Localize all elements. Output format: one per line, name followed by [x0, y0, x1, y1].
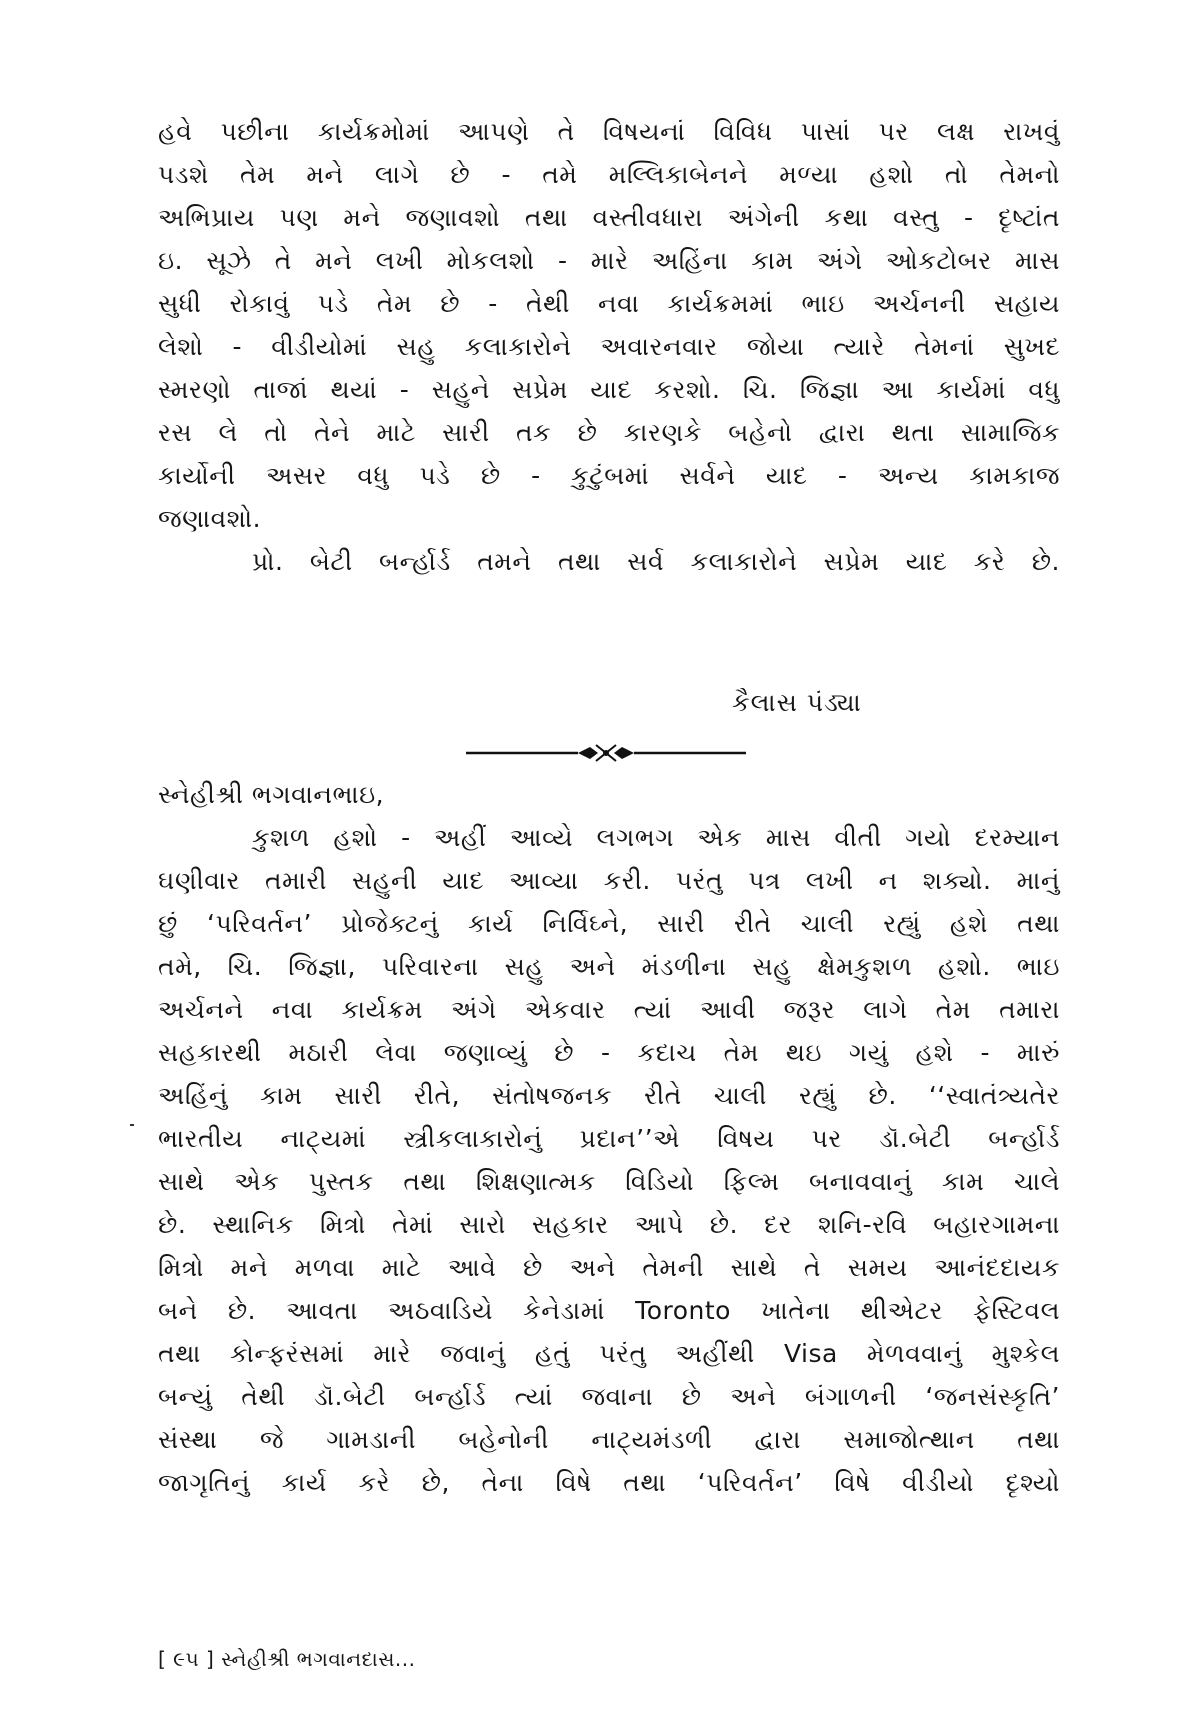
letter2-line: સહકારથી મઠારી લેવા જણાવ્યું છે - કદાચ તેમ થઇ ગયું હશે - મારું	[158, 1038, 1060, 1067]
letter2-line: છે. સ્થાનિક મિત્રો તેમાં સારો સહકાર આપે છે. દર શનિ-રવિ બહારગામના	[158, 1210, 1060, 1239]
letter1-line: સુધી રોકાવું પડે તેમ છે - તેથી નવા કાર્યક્રમમાં ભાઇ અર્ચનની સહાય	[158, 289, 1060, 318]
letter2-line: તથા કોન્ફરંસમાં મારે જવાનું હતું પરંતુ અહીંથી Visa મેળવવાનું મુશ્કેલ	[158, 1339, 1060, 1368]
letter2-salutation: સ્નેહીશ્રી ભગવાનભાઇ,	[158, 780, 385, 809]
letter2-line: બને છે. આવતા અઠવાડિયે કેનેડામાં Toronto ખાતેના થીએટર ફેસ્ટિવલ	[158, 1296, 1060, 1325]
letter2-line: તમે, ચિ. જિજ્ઞા, પરિવારના સહુ અને મંડળીના સહુ ક્ષેમકુશળ હશો. ભાઇ	[158, 952, 1060, 981]
letter1-line: રસ લે તો તેને માટે સારી તક છે કારણકે બહેનો દ્વારા થતા સામાજિક	[158, 418, 1060, 447]
letter1-closing-line: પ્રો. બેટી બર્ન્હાર્ડ તમને તથા સર્વ કલાકારોને સપ્રેમ યાદ કરે છે.	[252, 547, 1060, 576]
letter2-line: મિત્રો મને મળવા માટે આવે છે અને તેમની સાથે તે સમય આનંદદાયક	[158, 1253, 1060, 1282]
letter2-line: અર્ચનને નવા કાર્યક્રમ અંગે એકવાર ત્યાં આવી જરૂર લાગે તેમ તમારા	[158, 995, 1060, 1024]
signature: કૈલાસ પંડ્યા	[732, 688, 862, 717]
letter2-line: જાગૃતિનું કાર્ય કરે છે, તેના વિષે તથા ‘પરિવર્તન’ વિષે વીડીયો દૃશ્યો	[158, 1468, 1060, 1497]
letter1-line: અભિપ્રાય પણ મને જણાવશો તથા વસ્તીવધારા અંગેની કથા વસ્તુ - દૃષ્ટાંત	[158, 203, 1060, 232]
letter1-line: હવે પછીના કાર્યક્રમોમાં આપણે તે વિષયનાં વિવિધ પાસાં પર લક્ષ રાખવું	[158, 117, 1060, 146]
page-footer: [ ૯૫ ] સ્નેહીશ્રી ભગવાનદાસ...	[158, 1647, 416, 1671]
letter1-line: ઇ. સૂઝે તે મને લખી મોકલશો - મારે અહિંના કામ અંગે ઓકટોબર માસ	[158, 246, 1060, 275]
letter2-line: ઘણીવાર તમારી સહુની યાદ આવ્યા કરી. પરંતુ પત્ર લખી ન શક્યો. માનું	[158, 866, 1060, 895]
letter1-line: પડશે તેમ મને લાગે છે - તમે મલ્લિકાબેનને મળ્યા હશો તો તેમનો	[158, 160, 1060, 189]
ornament-divider	[466, 741, 746, 765]
letter2-line: છું ‘પરિવર્તન’ પ્રોજેક્ટનું કાર્ય નિર્વિઘ્ને, સારી રીતે ચાલી રહ્યું હશે તથા	[158, 909, 1060, 938]
letter2-line: સંસ્થા જે ગામડાની બહેનોની નાટ્યમંડળી દ્વારા સમાજોત્થાન તથા	[158, 1425, 1060, 1454]
letter1-line: જણાવશો.	[158, 504, 262, 533]
letter1-line: લેશો - વીડીયોમાં સહુ કલાકારોને અવારનવાર જોયા ત્યારે તેમનાં સુખદ	[158, 332, 1060, 361]
margin-mark	[130, 1124, 134, 1126]
letter2-line: અહિંનું કામ સારી રીતે, સંતોષજનક રીતે ચાલી રહ્યું છે. ‘‘સ્વાતંત્ર્યતેર	[158, 1081, 1060, 1110]
letter2-line: સાથે એક પુસ્તક તથા શિક્ષણાત્મક વિડિયો ફિલ્મ બનાવવાનું કામ ચાલે	[158, 1167, 1060, 1196]
letter1-line: સ્મરણો તાજાં થયાં - સહુને સપ્રેમ યાદ કરશો. ચિ. જિજ્ઞા આ કાર્યમાં વધુ	[158, 375, 1060, 404]
letter2-line: ભારતીય નાટ્યમાં સ્ત્રીકલાકારોનું પ્રદાન’’એ વિષય પર ડૉ.બેટી બર્ન્હાર્ડ	[158, 1124, 1060, 1153]
letter2-line: બન્યું તેથી ડૉ.બેટી બર્ન્હાર્ડ ત્યાં જવાના છે અને બંગાળની ‘જનસંસ્કૃતિ’	[158, 1382, 1060, 1411]
letter1-line: કાર્યોની અસર વધુ પડે છે - કુટુંબમાં સર્વને યાદ - અન્ય કામકાજ	[158, 461, 1060, 490]
letter2-line: કુશળ હશો - અહીં આવ્યે લગભગ એક માસ વીતી ગયો દરમ્યાન	[252, 823, 1060, 852]
